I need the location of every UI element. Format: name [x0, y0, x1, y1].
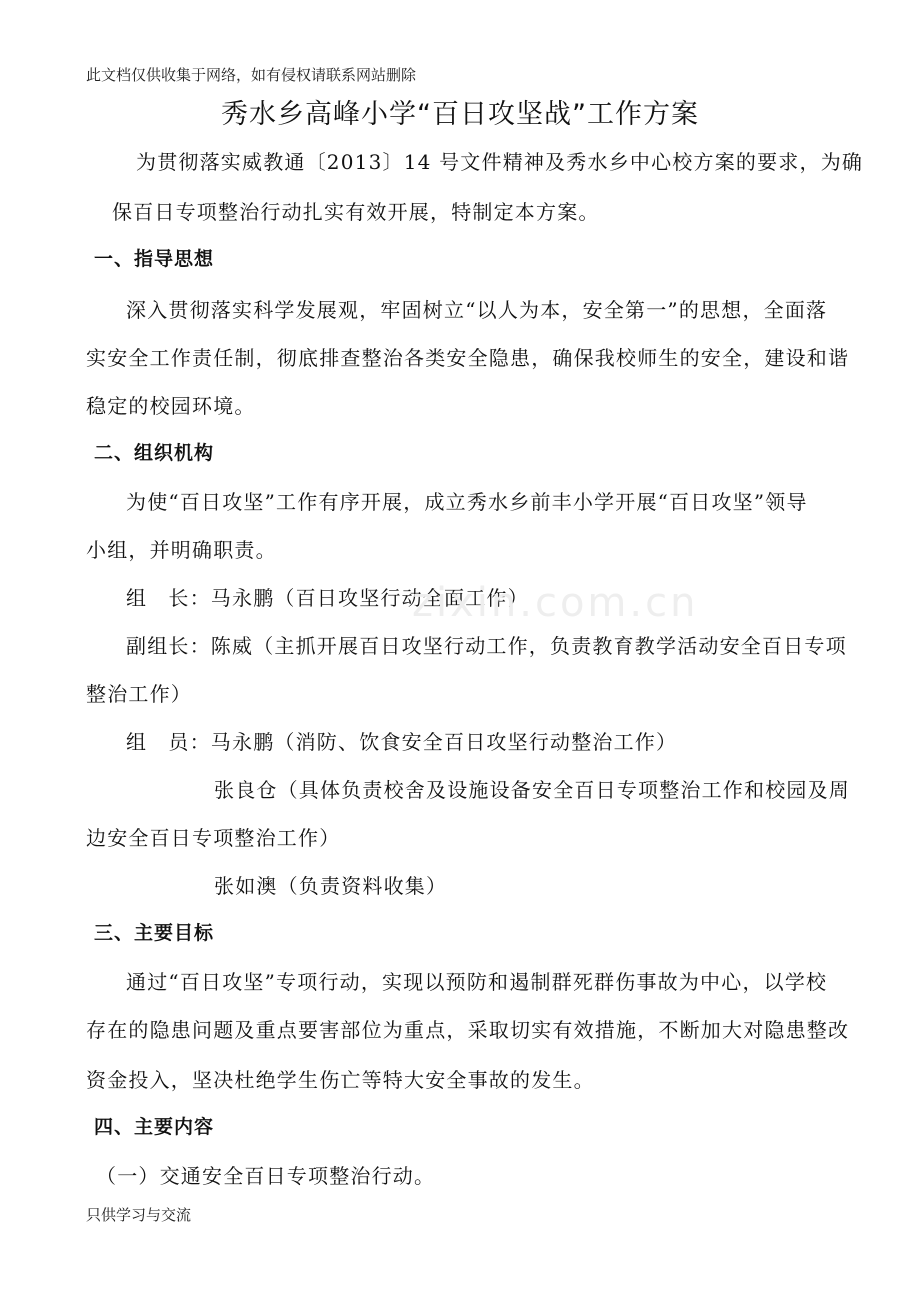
group-member-3: 张如澳（负责资料收集） — [214, 874, 448, 898]
section1-line-1: 深入贯彻落实科学发展观，牢固树立“以人为本，安全第一”的思想，全面落 — [126, 298, 828, 322]
footer-note: 只供学习与交流 — [86, 1206, 192, 1224]
section-heading-main-goals: 三、主要目标 — [94, 922, 215, 944]
group-member-2-line-1: 张良仓（具体负责校舍及设施设备安全百日专项整治工作和校园及周 — [214, 778, 850, 802]
group-leader: 组 长：马永鹏（百日攻坚行动全面工作） — [126, 586, 529, 610]
intro-line-2: 保百日专项整治行动扎实有效开展，特制定本方案。 — [112, 200, 600, 224]
watermark: zixin.com.cn — [412, 580, 699, 626]
header-disclaimer: 此文档仅供收集于网络，如有侵权请联系网站删除 — [86, 66, 417, 84]
intro-line-1: 为贯彻落实威教通〔2013〕14 号文件精神及秀水乡中心校方案的要求，为确 — [136, 150, 864, 174]
document-title: 秀水乡高峰小学“百日攻坚战”工作方案 — [221, 99, 699, 130]
group-member-1: 组 员：马永鹏（消防、饮食安全百日攻坚行动整治工作） — [126, 730, 678, 754]
section3-line-2: 存在的隐患问题及重点要害部位为重点，采取切实有效措施，不断加大对隐患整改 — [86, 1018, 850, 1042]
section2-line-1: 为使“百日攻坚”工作有序开展，成立秀水乡前丰小学开展“百日攻坚”领导 — [126, 490, 808, 514]
deputy-leader-line-2: 整治工作） — [86, 682, 192, 706]
section3-line-1: 通过“百日攻坚”专项行动，实现以预防和遏制群死群伤事故为中心，以学校 — [126, 970, 828, 994]
group-member-2-line-2: 边安全百日专项整治工作） — [86, 826, 341, 850]
section-heading-organization: 二、组织机构 — [94, 442, 215, 464]
section2-line-2: 小组，并明确职责。 — [86, 538, 277, 562]
section3-line-3: 资金投入，坚决杜绝学生伤亡等特大安全事故的发生。 — [86, 1068, 595, 1092]
section-heading-main-content: 四、主要内容 — [94, 1116, 215, 1138]
section1-line-2: 实安全工作责任制，彻底排查整治各类安全隐患，确保我校师生的安全，建设和谐 — [86, 346, 850, 370]
section1-line-3: 稳定的校园环境。 — [86, 394, 256, 418]
deputy-leader-line-1: 副组长：陈威（主抓开展百日攻坚行动工作，负责教育教学活动安全百日专项 — [126, 634, 847, 658]
section-heading-guiding-ideology: 一、指导思想 — [94, 248, 215, 270]
content-item-1: （一）交通安全百日专项整治行动。 — [96, 1164, 436, 1188]
